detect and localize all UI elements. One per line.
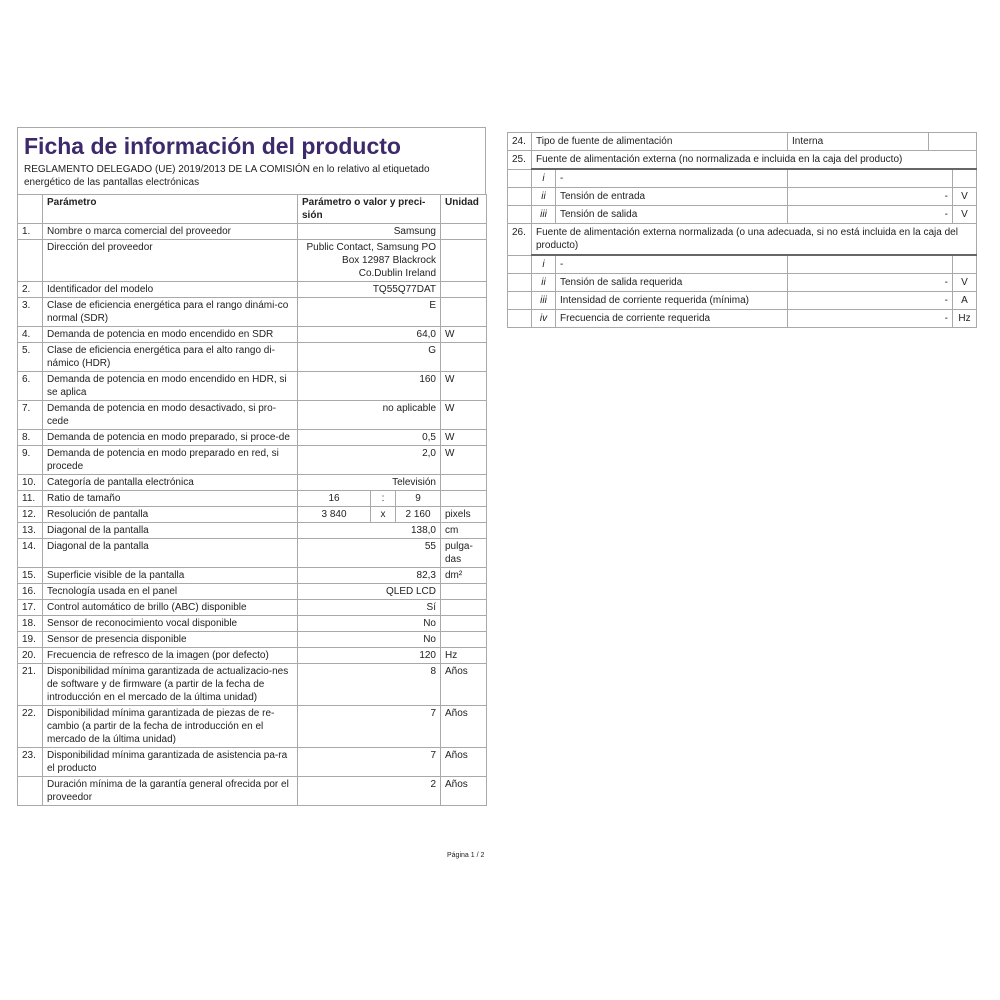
- table-row: [18, 539, 487, 568]
- product-info-sheet-right: [507, 132, 976, 328]
- row-roman: iv: [532, 310, 556, 328]
- row-number: 24.: [508, 133, 532, 151]
- row-unit: Años: [441, 748, 487, 777]
- sub-row: [508, 169, 977, 188]
- row-value: -: [788, 206, 953, 224]
- table-row: [18, 491, 487, 507]
- row-value: [788, 255, 953, 274]
- row-value: [788, 169, 953, 188]
- row-number: 25.: [508, 151, 532, 170]
- row-parameter: Demanda de potencia en modo encendido en SDR: [43, 327, 298, 343]
- row-spacer: [508, 206, 532, 224]
- row-label: Fuente de alimentación externa (no normalizada e incluida en la caja del producto): [532, 151, 977, 170]
- row-parameter: Identificador del modelo: [43, 282, 298, 298]
- row-unit: pulga-das: [441, 539, 487, 568]
- row-roman: iii: [532, 206, 556, 224]
- row-unit: W: [441, 372, 487, 401]
- page-number: Página 1 / 2: [447, 852, 485, 859]
- row-parameter: Duración mínima de la garantía general ofrecida por el proveedor: [43, 777, 298, 806]
- table-row: [18, 372, 487, 401]
- row-spacer: [508, 274, 532, 292]
- row-unit: W: [441, 401, 487, 430]
- row-number: 19.: [18, 632, 43, 648]
- header: [17, 127, 486, 194]
- row-spacer: [508, 255, 532, 274]
- row-number: 6.: [18, 372, 43, 401]
- row-number: 13.: [18, 523, 43, 539]
- table-row: [18, 584, 487, 600]
- table-row: [18, 632, 487, 648]
- row-value: 64,0: [298, 327, 441, 343]
- row-value: -: [788, 188, 953, 206]
- row-number: 22.: [18, 706, 43, 748]
- table-row: [18, 648, 487, 664]
- row-unit: [441, 584, 487, 600]
- row-unit: [441, 632, 487, 648]
- ratio-a: 16: [298, 491, 371, 507]
- row-parameter: Clase de eficiencia energética para el rango dinámi-co normal (SDR): [43, 298, 298, 327]
- table-row: [18, 401, 487, 430]
- row-value: 0,5: [298, 430, 441, 446]
- row-spacer: [508, 292, 532, 310]
- table-row: [18, 343, 487, 372]
- row-unit: Hz: [441, 648, 487, 664]
- parameter-table: [17, 194, 487, 806]
- row-parameter: Ratio de tamaño: [43, 491, 298, 507]
- row-number: 1.: [18, 224, 43, 240]
- row-unit: [441, 491, 487, 507]
- row-unit: [441, 343, 487, 372]
- row-value: -: [788, 310, 953, 328]
- sub-row: [508, 206, 977, 224]
- row-label: Tensión de salida: [556, 206, 788, 224]
- row-number: 14.: [18, 539, 43, 568]
- table-row: [18, 446, 487, 475]
- row-value: G: [298, 343, 441, 372]
- row-number: [18, 240, 43, 282]
- table-header-row: [18, 195, 487, 224]
- header-num: [18, 195, 43, 224]
- row-roman: ii: [532, 274, 556, 292]
- row-parameter: Nombre o marca comercial del proveedor: [43, 224, 298, 240]
- row-unit: [953, 255, 977, 274]
- table-row: [18, 568, 487, 584]
- table-row: [508, 151, 977, 170]
- table-row: [508, 133, 977, 151]
- row-unit: Años: [441, 706, 487, 748]
- row-parameter: Diagonal de la pantalla: [43, 539, 298, 568]
- product-info-sheet-left: [17, 127, 486, 806]
- row-number: 8.: [18, 430, 43, 446]
- row-unit: Años: [441, 777, 487, 806]
- row-value: Sí: [298, 600, 441, 616]
- row-unit: Hz: [953, 310, 977, 328]
- row-value: 7: [298, 748, 441, 777]
- row-roman: i: [532, 169, 556, 188]
- table-row: [508, 224, 977, 256]
- row-parameter: Resolución de pantalla: [43, 507, 298, 523]
- row-value: E: [298, 298, 441, 327]
- ratio-sep: :: [371, 491, 396, 507]
- row-number: 26.: [508, 224, 532, 256]
- row-label: Intensidad de corriente requerida (mínima): [556, 292, 788, 310]
- sub-row: [508, 292, 977, 310]
- row-label: -: [556, 255, 788, 274]
- row-value: 138,0: [298, 523, 441, 539]
- table-row: [18, 600, 487, 616]
- row-spacer: [508, 188, 532, 206]
- row-number: 9.: [18, 446, 43, 475]
- row-number: 11.: [18, 491, 43, 507]
- row-number: 18.: [18, 616, 43, 632]
- row-number: 20.: [18, 648, 43, 664]
- row-value: 2,0: [298, 446, 441, 475]
- row-value: 82,3: [298, 568, 441, 584]
- row-parameter: Dirección del proveedor: [43, 240, 298, 282]
- row-value: 120: [298, 648, 441, 664]
- row-unit: W: [441, 446, 487, 475]
- row-unit: Años: [441, 664, 487, 706]
- table-row: [18, 664, 487, 706]
- row-parameter: Sensor de presencia disponible: [43, 632, 298, 648]
- table-row: [18, 748, 487, 777]
- sub-row: [508, 310, 977, 328]
- row-unit: [953, 169, 977, 188]
- table-row: [18, 706, 487, 748]
- row-parameter: Categoría de pantalla electrónica: [43, 475, 298, 491]
- table-row: [18, 523, 487, 539]
- row-unit: [441, 240, 487, 282]
- header-parameter: Parámetro: [43, 195, 298, 224]
- row-number: 23.: [18, 748, 43, 777]
- row-value: TQ55Q77DAT: [298, 282, 441, 298]
- row-value: -: [788, 274, 953, 292]
- row-unit: V: [953, 188, 977, 206]
- table-row: [18, 282, 487, 298]
- row-unit: W: [441, 327, 487, 343]
- row-number: 5.: [18, 343, 43, 372]
- power-supply-type: Interna: [788, 133, 929, 151]
- row-spacer: [508, 169, 532, 188]
- row-label: Tensión de entrada: [556, 188, 788, 206]
- regulation-text: [24, 163, 479, 189]
- row-value: no aplicable: [298, 401, 441, 430]
- row-number: 2.: [18, 282, 43, 298]
- row-parameter: Diagonal de la pantalla: [43, 523, 298, 539]
- row-value: 2: [298, 777, 441, 806]
- row-label: Frecuencia de corriente requerida: [556, 310, 788, 328]
- ratio-b: 9: [396, 491, 441, 507]
- sub-row: [508, 255, 977, 274]
- sub-row: [508, 274, 977, 292]
- row-spacer: [508, 310, 532, 328]
- resolution-sep: x: [371, 507, 396, 523]
- power-supply-table: [507, 132, 977, 328]
- row-value: -: [788, 292, 953, 310]
- row-number: [18, 777, 43, 806]
- row-parameter: Clase de eficiencia energética para el alto rango di-námico (HDR): [43, 343, 298, 372]
- row-parameter: Sensor de reconocimiento vocal disponible: [43, 616, 298, 632]
- row-parameter: Demanda de potencia en modo encendido en HDR, si se aplica: [43, 372, 298, 401]
- row-value: Public Contact, Samsung PO Box 12987 Blackrock Co.Dublin Ireland: [298, 240, 441, 282]
- row-roman: ii: [532, 188, 556, 206]
- row-number: 21.: [18, 664, 43, 706]
- regulation-name: REGLAMENTO DELEGADO (UE) 2019/2013 DE LA COMISIÓN: [24, 164, 311, 175]
- row-label: Tensión de salida requerida: [556, 274, 788, 292]
- row-value: Samsung: [298, 224, 441, 240]
- row-number: 3.: [18, 298, 43, 327]
- row-unit: [441, 616, 487, 632]
- row-value: 55: [298, 539, 441, 568]
- table-row: [18, 298, 487, 327]
- row-roman: i: [532, 255, 556, 274]
- table-row: [18, 240, 487, 282]
- row-unit: [441, 600, 487, 616]
- row-value: 160: [298, 372, 441, 401]
- row-number: 12.: [18, 507, 43, 523]
- row-parameter: Disponibilidad mínima garantizada de piezas de re-cambio (a partir de la fecha de introducción en el mercado de la última unidad): [43, 706, 298, 748]
- table-row: [18, 475, 487, 491]
- row-unit: pixels: [441, 507, 487, 523]
- table-row: [18, 616, 487, 632]
- row-unit: A: [953, 292, 977, 310]
- row-parameter: Disponibilidad mínima garantizada de actualizacio-nes de software y de firmware (a partir de la fecha de introducción en el mercado de la última unidad): [43, 664, 298, 706]
- row-parameter: Demanda de potencia en modo preparado en red, si procede: [43, 446, 298, 475]
- row-label: Tipo de fuente de alimentación: [532, 133, 788, 151]
- row-unit: cm: [441, 523, 487, 539]
- row-unit: V: [953, 206, 977, 224]
- row-number: 7.: [18, 401, 43, 430]
- row-value: 8: [298, 664, 441, 706]
- row-unit: V: [953, 274, 977, 292]
- row-parameter: Frecuencia de refresco de la imagen (por defecto): [43, 648, 298, 664]
- row-value: Televisión: [298, 475, 441, 491]
- row-value: QLED LCD: [298, 584, 441, 600]
- row-parameter: Superficie visible de la pantalla: [43, 568, 298, 584]
- row-number: 10.: [18, 475, 43, 491]
- row-number: 16.: [18, 584, 43, 600]
- table-row: [18, 507, 487, 523]
- page-title: Ficha de información del producto: [24, 133, 401, 159]
- row-value: No: [298, 616, 441, 632]
- row-value: No: [298, 632, 441, 648]
- table-row: [18, 430, 487, 446]
- row-unit: [441, 298, 487, 327]
- row-unit: dm²: [441, 568, 487, 584]
- row-parameter: Demanda de potencia en modo desactivado, si pro-cede: [43, 401, 298, 430]
- row-parameter: Demanda de potencia en modo preparado, si proce-de: [43, 430, 298, 446]
- row-parameter: Disponibilidad mínima garantizada de asistencia pa-ra el producto: [43, 748, 298, 777]
- row-number: 17.: [18, 600, 43, 616]
- sub-row: [508, 188, 977, 206]
- resolution-height: 2 160: [396, 507, 441, 523]
- row-label: Fuente de alimentación externa normalizada (o una adecuada, si no está incluida en la caja del producto): [532, 224, 977, 256]
- row-unit: W: [441, 430, 487, 446]
- table-row: [18, 224, 487, 240]
- row-unit: [441, 282, 487, 298]
- header-unit: Unidad: [441, 195, 487, 224]
- regulation-subject: en lo relativo al etiquetado energético de las pantallas electrónicas: [24, 164, 430, 188]
- row-label: -: [556, 169, 788, 188]
- header-value: Parámetro o valor y preci-sión: [298, 195, 441, 224]
- row-parameter: Tecnología usada en el panel: [43, 584, 298, 600]
- row-value: 7: [298, 706, 441, 748]
- row-roman: iii: [532, 292, 556, 310]
- row-unit: [441, 224, 487, 240]
- row-unit: [441, 475, 487, 491]
- resolution-width: 3 840: [298, 507, 371, 523]
- row-parameter: Control automático de brillo (ABC) disponible: [43, 600, 298, 616]
- row-number: 4.: [18, 327, 43, 343]
- table-row: [18, 777, 487, 806]
- row-number: 15.: [18, 568, 43, 584]
- table-row: [18, 327, 487, 343]
